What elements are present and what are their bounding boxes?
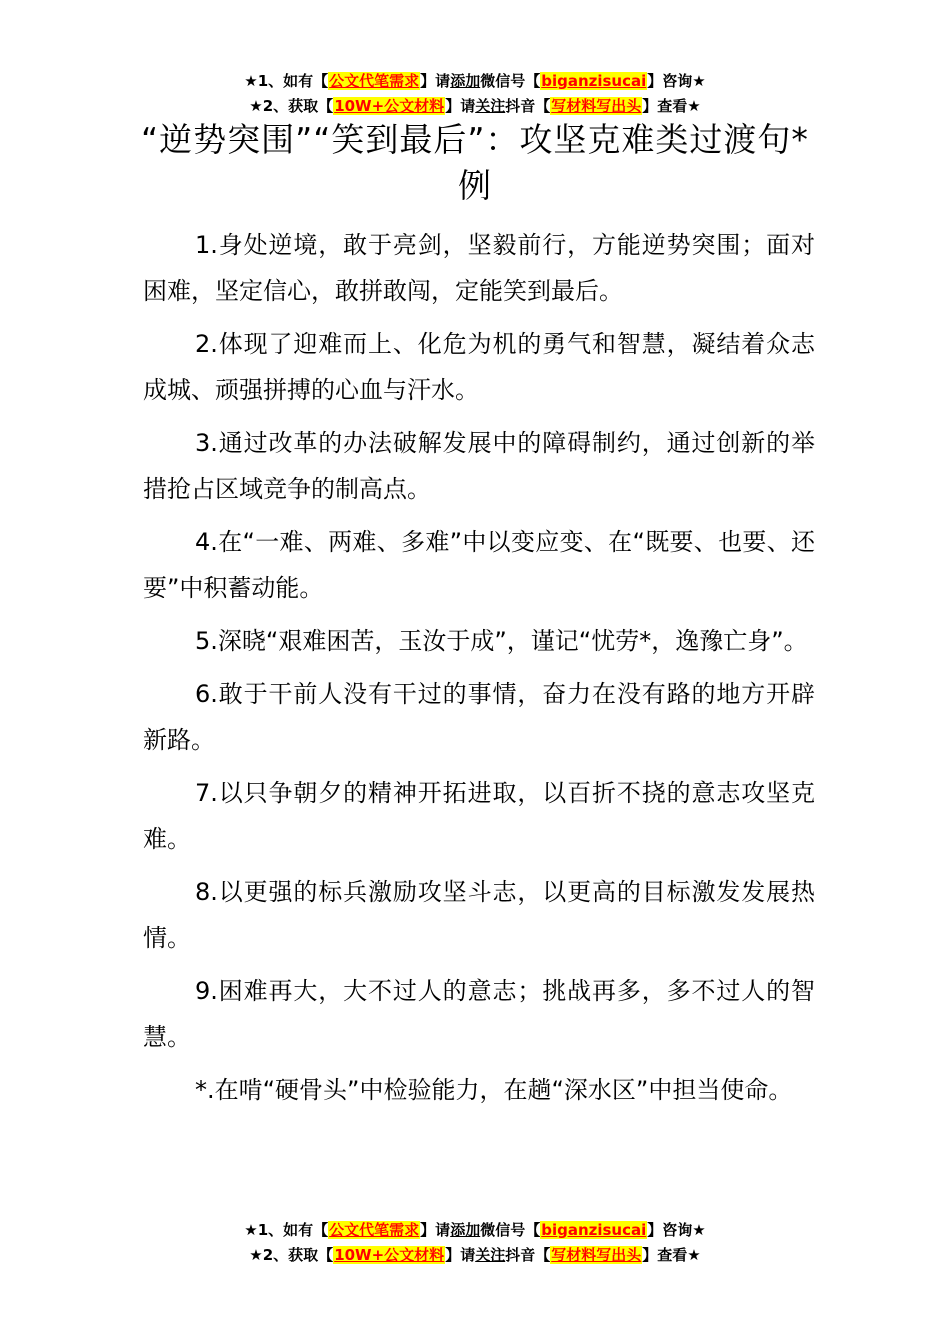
header-line-2-text: 】请 — [445, 97, 476, 115]
douyin-account-highlight: 写材料写出头 — [551, 1246, 642, 1264]
footer-line-1-text: 】请 — [420, 1221, 451, 1239]
document-body — [143, 222, 815, 1120]
header-line-1-text: 】请 — [420, 72, 451, 90]
footer-line-2-prefix: ★2、获取【 — [249, 1246, 334, 1264]
wechat-id-highlight: biganzisucai — [541, 72, 647, 90]
header-line-1-suffix: 】咨询★ — [647, 72, 706, 90]
header-line-1 — [0, 69, 950, 94]
footer-banner — [0, 1218, 950, 1268]
footer-line-1 — [0, 1218, 950, 1243]
wechat-id-highlight: biganzisucai — [541, 1221, 647, 1239]
header-line-2-suffix: 】查看★ — [642, 97, 701, 115]
footer-line-1-prefix: ★1、如有【 — [244, 1221, 329, 1239]
add-underlined-text: 添加 — [450, 72, 481, 90]
materials-highlight: 10W+公文材料 — [334, 1246, 445, 1264]
footer-line-2 — [0, 1243, 950, 1268]
header-line-2-text-2: 抖音【 — [505, 97, 551, 115]
header-line-2-prefix: ★2、获取【 — [249, 97, 334, 115]
header-line-2 — [0, 94, 950, 119]
footer-line-2-text: 】请 — [445, 1246, 476, 1264]
add-underlined-text: 添加 — [450, 1221, 481, 1239]
follow-underlined-text: 关注 — [475, 97, 506, 115]
paragraph-4: 4.在“一难、两难、多难”中以变应变、在“既要、也要、还要”中积蓄动能。 — [143, 528, 815, 602]
ghostwriting-highlight: 公文代笔需求 — [329, 72, 420, 90]
paragraph-6: 6.敢于干前人没有干过的事情，奋力在没有路的地方开辟新路。 — [143, 680, 815, 754]
header-line-1-text-2: 微信号【 — [480, 72, 541, 90]
paragraph-1: 1.身处逆境，敢于亮剑，坚毅前行，方能逆势突围；面对困难，坚定信心，敢拼敢闯，定能笑到最后。 — [143, 231, 815, 305]
follow-underlined-text: 关注 — [475, 1246, 506, 1264]
header-banner — [0, 69, 950, 119]
paragraph-7: 7.以只争朝夕的精神开拓进取，以百折不挠的意志攻坚克难。 — [143, 779, 815, 853]
header-line-1-prefix: ★1、如有【 — [244, 72, 329, 90]
footer-line-2-text-2: 抖音【 — [505, 1246, 551, 1264]
douyin-account-highlight: 写材料写出头 — [551, 97, 642, 115]
ghostwriting-highlight: 公文代笔需求 — [329, 1221, 420, 1239]
paragraph-10: *.在啃“硬骨头”中检验能力，在趟“深水区”中担当使命。 — [195, 1076, 793, 1104]
footer-line-1-text-2: 微信号【 — [480, 1221, 541, 1239]
document-title: “逆势突围”“笑到最后”：攻坚克难类过渡句*例 — [141, 120, 809, 205]
paragraph-3: 3.通过改革的办法破解发展中的障碍制约，通过创新的举措抢占区域竞争的制高点。 — [143, 429, 815, 503]
paragraph-8: 8.以更强的标兵激励攻坚斗志，以更高的目标激发发展热情。 — [143, 878, 815, 952]
paragraph-2: 2.体现了迎难而上、化危为机的勇气和智慧，凝结着众志成城、顽强拼搏的心血与汗水。 — [143, 330, 815, 404]
paragraph-5: 5.深晓“艰难困苦，玉汝于成”，谨记“忧劳*，逸豫亡身”。 — [195, 627, 808, 655]
paragraph-9: 9.困难再大，大不过人的意志；挑战再多，多不过人的智慧。 — [143, 977, 815, 1051]
materials-highlight: 10W+公文材料 — [334, 97, 445, 115]
footer-line-1-suffix: 】咨询★ — [647, 1221, 706, 1239]
footer-line-2-suffix: 】查看★ — [642, 1246, 701, 1264]
